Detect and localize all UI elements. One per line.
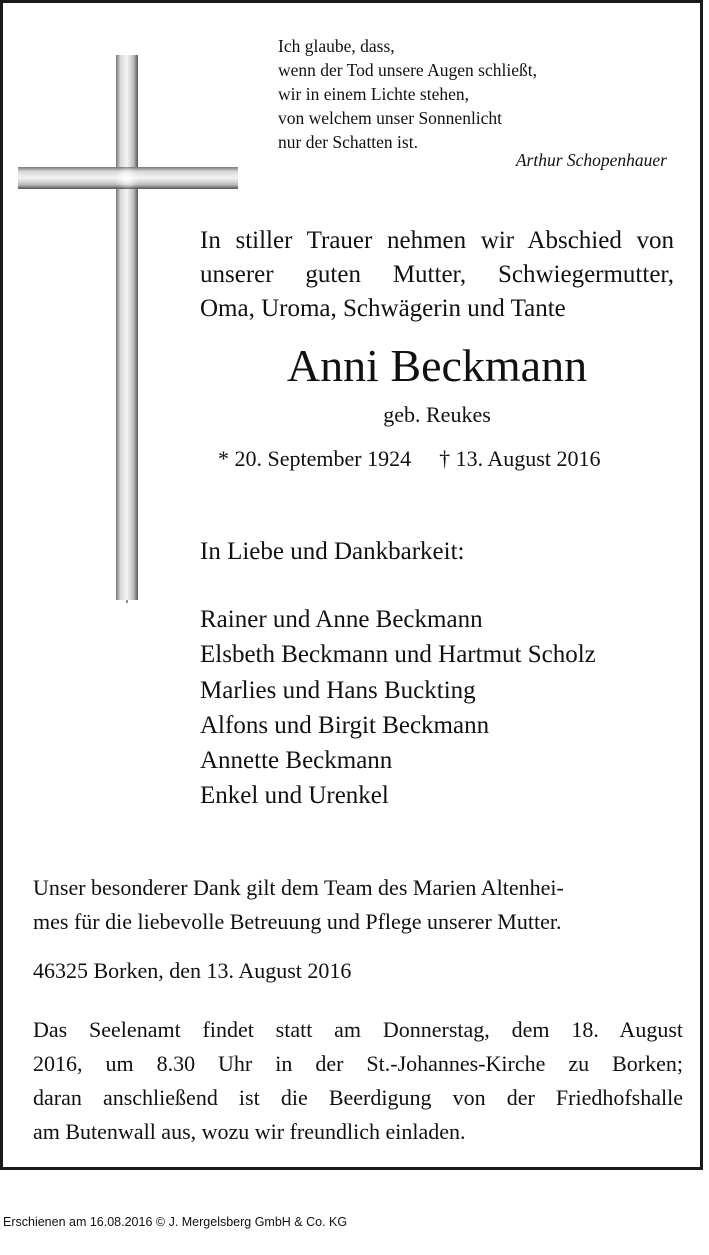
mourners-heading: In Liebe und Dankbarkeit:	[200, 538, 465, 565]
cross-icon	[18, 55, 240, 605]
mourner-name: Marlies und Hans Buckting	[200, 676, 476, 704]
service-line: Das Seelenamt findet statt am Donnerstag, dem 18. August	[33, 1017, 683, 1042]
quote-line: von welchem unser Sonnenlicht	[278, 108, 503, 128]
deceased-name: Anni Beckmann	[286, 340, 588, 391]
intro-line: unserer guten Mutter, Schwiegermutter,	[200, 261, 674, 288]
quote-line: wenn der Tod unsere Augen schließt,	[278, 60, 537, 80]
thanks-line: mes für die liebevolle Betreuung und Pflege unserer Mutter.	[33, 909, 562, 934]
mourner-name: Rainer und Anne Beckmann	[200, 606, 483, 633]
quote-author: Arthur Schopenhauer	[515, 150, 667, 170]
mourner-name: Alfons und Birgit Beckmann	[200, 711, 490, 739]
mourner-name: Annette Beckmann	[200, 747, 393, 775]
quote-line: Ich glaube, dass,	[278, 36, 395, 56]
service-text	[33, 1013, 683, 1149]
intro-text	[200, 224, 674, 326]
place-date: 46325 Borken, den 13. August 2016	[33, 958, 352, 983]
service-line: daran anschließend ist die Beerdigung von der Friedhofshalle	[33, 1085, 683, 1110]
quote-line: nur der Schatten ist.	[278, 132, 418, 152]
mourner-name: Enkel und Urenkel	[200, 782, 389, 810]
thanks-line: Unser besonderer Dank gilt dem Team des Marien Altenhei-	[33, 875, 564, 900]
maiden-name: geb. Reukes	[383, 402, 491, 427]
intro-line: In stiller Trauer nehmen wir Abschied von	[200, 227, 674, 254]
service-line: 2016, um 8.30 Uhr in der St.-Johannes-Kirche zu Borken;	[33, 1051, 683, 1076]
birth-date: * 20. September 1924	[218, 446, 412, 471]
service-line: am Butenwall aus, wozu wir freundlich einladen.	[33, 1119, 466, 1144]
intro-line: Oma, Uroma, Schwägerin und Tante	[200, 295, 566, 322]
quote-block	[278, 34, 537, 154]
life-dates	[218, 446, 600, 472]
quote-line: wir in einem Lichte stehen,	[278, 84, 469, 104]
mourner-name: Elsbeth Beckmann und Hartmut Scholz	[200, 641, 596, 669]
thanks-text	[33, 871, 673, 939]
death-date: † 13. August 2016	[439, 446, 601, 471]
publication-footer: Erschienen am 16.08.2016 © J. Mergelsberg GmbH & Co. KG	[3, 1215, 348, 1229]
mourners-list	[200, 602, 596, 814]
